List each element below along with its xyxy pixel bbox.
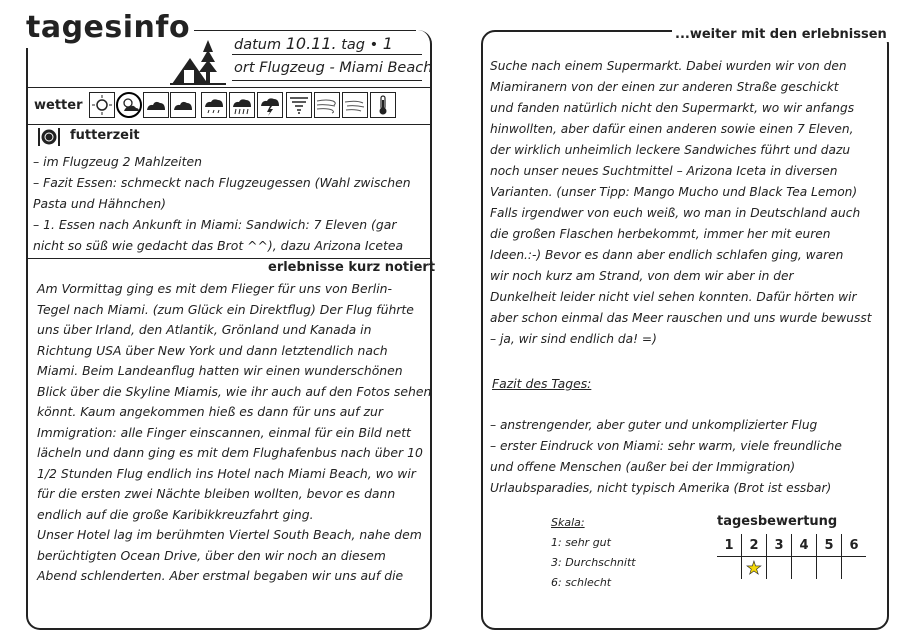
- rating-number: 2: [742, 534, 767, 557]
- weiter-line: – ja, wir sind endlich da! =): [490, 332, 657, 346]
- rating-cell[interactable]: [842, 557, 867, 580]
- erlebnisse-line: Blick über die Skyline Miamis, wie ihr auch auf den Fotos sehen: [37, 383, 432, 399]
- skala-title: Skala:: [551, 516, 585, 529]
- weiter-line: hinwollten, aber dafür einen anderen sowie einen 7 Eleven,: [490, 122, 854, 136]
- fazit-title: Fazit des Tages:: [492, 376, 592, 391]
- futterzeit-text: [33, 151, 411, 256]
- futterzeit-line: – im Flugzeug 2 Mahlzeiten: [33, 154, 202, 169]
- ort-label: ort: [234, 60, 255, 76]
- rating-cell[interactable]: [717, 557, 742, 580]
- partly-sunny-icon[interactable]: [116, 92, 142, 118]
- weiter-line: Dunkelheit leider nicht viel sehen konnten. Dafür hörten wir: [490, 290, 857, 304]
- erlebnisse-line: könnt. Kaum angekommen hieß es dann für uns auf zur: [37, 404, 383, 419]
- futterzeit-title: futterzeit: [70, 128, 140, 143]
- date-row: [234, 34, 393, 53]
- thermometer-icon[interactable]: [370, 92, 396, 118]
- weiter-line: wir noch kurz am Strand, von dem wir aber in der: [490, 269, 794, 283]
- datum-label: datum: [234, 37, 282, 53]
- weiter-text: [490, 56, 871, 350]
- plate-cutlery-icon: [36, 127, 62, 147]
- cloud-icon[interactable]: [170, 92, 196, 118]
- erlebnisse-line: Richtung USA über New York und dann letztendlich nach: [37, 342, 388, 358]
- weiter-line: Suche nach einem Supermarkt. Dabei wurden wir von den: [490, 59, 847, 73]
- fazit-line: – anstrengender, aber guter und unkomplizierter Flug: [490, 418, 818, 432]
- rating-cell[interactable]: [792, 557, 817, 580]
- rating-grid: [717, 534, 866, 579]
- rating-title: tagesbewertung: [717, 514, 838, 529]
- tornado-icon[interactable]: [286, 92, 312, 118]
- rating-cell[interactable]: [767, 557, 792, 580]
- wetter-label: wetter: [34, 98, 83, 113]
- weiter-line: die großen Flaschen herbekommt, immer her mit euren: [490, 227, 831, 241]
- rating-number: 3: [767, 534, 792, 557]
- rain-cloud-icon[interactable]: [201, 92, 227, 118]
- rating-number: 1: [717, 534, 742, 557]
- weiter-line: Falls irgendwer von euch weiß, wo man in Deutschland auch: [490, 206, 861, 220]
- erlebnisse-line: uns über Irland, den Atlantik, Grönland und Kanada in: [37, 322, 372, 337]
- skala-item: 6: schlecht: [551, 576, 612, 589]
- erlebnisse-line: Unser Hotel lag im berühmten Viertel South Beach, nahe dem: [37, 527, 422, 542]
- skala-item: 3: Durchschnitt: [551, 556, 636, 569]
- erlebnisse-line: Immigration: alle Finger einscannen, einmal für ein Bild nett: [37, 424, 411, 440]
- sun-icon[interactable]: [89, 92, 115, 118]
- wind-icon[interactable]: [314, 92, 340, 118]
- divider: [26, 87, 432, 88]
- weiter-title: ...weiter mit den erlebnissen: [672, 27, 890, 42]
- weiter-line: Varianten. (unser Tipp: Mango Mucho und Black Tea Lemon): [490, 185, 858, 199]
- erlebnisse-line: Miami. Beim Landeanflug hatten wir einen wunderschönen: [37, 363, 403, 378]
- datum-value: 10.11.: [285, 34, 337, 53]
- fazit-line: und offene Menschen (außer bei der Immigration): [490, 460, 796, 474]
- erlebnisse-text: [37, 279, 431, 587]
- weiter-line: Ideen.:-) Bevor es dann aber endlich schlafen ging, waren: [490, 248, 844, 262]
- erlebnisse-line: lächeln und dann ging es mit dem Flughafenbus nach über 10: [37, 445, 423, 460]
- brand-title: tagesinfo: [22, 8, 194, 48]
- skala-legend: [551, 513, 636, 593]
- tag-value: 1: [382, 34, 393, 53]
- rating-cell[interactable]: [817, 557, 842, 580]
- futterzeit-line: – 1. Essen nach Ankunft in Miami: Sandwich: 7 Eleven (gar: [33, 217, 397, 232]
- weiter-line: und fanden natürlich nicht den Supermarkt, wo wir anfangs: [490, 101, 855, 115]
- ort-underline: [232, 80, 422, 81]
- ort-row: [234, 60, 432, 76]
- rating-number: 4: [792, 534, 817, 557]
- ort-value: Flugzeug - Miami Beach: [259, 60, 433, 76]
- fazit-line: Urlaubsparadies, nicht typisch Amerika (Brot ist essbar): [490, 481, 832, 495]
- heavy-rain-icon[interactable]: [229, 92, 255, 118]
- erlebnisse-line: 1/2 Stunden Flug endlich ins Hotel nach Miami Beach, wo wir: [37, 465, 416, 481]
- rating-cell[interactable]: [742, 557, 767, 580]
- futterzeit-line: – Fazit Essen: schmeckt nach Flugzeugessen (Wahl zwischen: [33, 175, 411, 190]
- erlebnisse-title: erlebnisse kurz notiert: [268, 260, 436, 275]
- bullet-icon: •: [369, 37, 379, 53]
- weiter-line: aber schon einmal das Meer rauschen und uns wurde bewusst: [490, 311, 872, 325]
- futterzeit-line: nicht so süß wie gedacht das Brot ^^), dazu Arizona Icetea: [33, 238, 404, 253]
- divider: [26, 258, 432, 259]
- cabin-tree-icon: [170, 32, 226, 88]
- futterzeit-line: Pasta und Hähnchen): [33, 196, 167, 211]
- wind-icon[interactable]: [342, 92, 368, 118]
- erlebnisse-line: Tegel nach Miami. (zum Glück ein Direktflug) Der Flug führte: [37, 301, 414, 317]
- erlebnisse-line: berüchtigten Ocean Drive, über den wir noch an diesem: [37, 547, 386, 563]
- weiter-line: der wirklich unheimlich leckere Sandwiches führt und dazu: [490, 143, 851, 157]
- skala-item: 1: sehr gut: [551, 536, 611, 549]
- fazit-line: – erster Eindruck von Miami: sehr warm, viele freundliche: [490, 439, 842, 453]
- thunderstorm-icon[interactable]: [257, 92, 283, 118]
- weiter-line: Miamiranern von der einen zur anderen Straße geschickt: [490, 80, 839, 94]
- tag-label: tag: [341, 37, 365, 53]
- erlebnisse-line: Am Vormittag ging es mit dem Flieger für uns von Berlin-: [37, 281, 392, 296]
- cloud-icon[interactable]: [143, 92, 169, 118]
- rating-number: 6: [842, 534, 867, 557]
- divider: [26, 124, 432, 125]
- weiter-line: noch unser neues Suchtmittel – Arizona Iceta in diversen: [490, 164, 838, 178]
- erlebnisse-line: endlich auf die große Karibikkreuzfahrt ging.: [37, 506, 314, 522]
- date-underline: [232, 54, 422, 55]
- fazit-text: [490, 415, 842, 499]
- erlebnisse-line: für die ersten zwei Nächte bleiben wollten, bevor es dann: [37, 486, 396, 501]
- star-icon: ★: [745, 557, 763, 579]
- erlebnisse-line: Abend schlenderten. Aber erstmal begaben wir uns auf die: [37, 568, 404, 583]
- rating-number: 5: [817, 534, 842, 557]
- frame-top-line: [176, 30, 416, 31]
